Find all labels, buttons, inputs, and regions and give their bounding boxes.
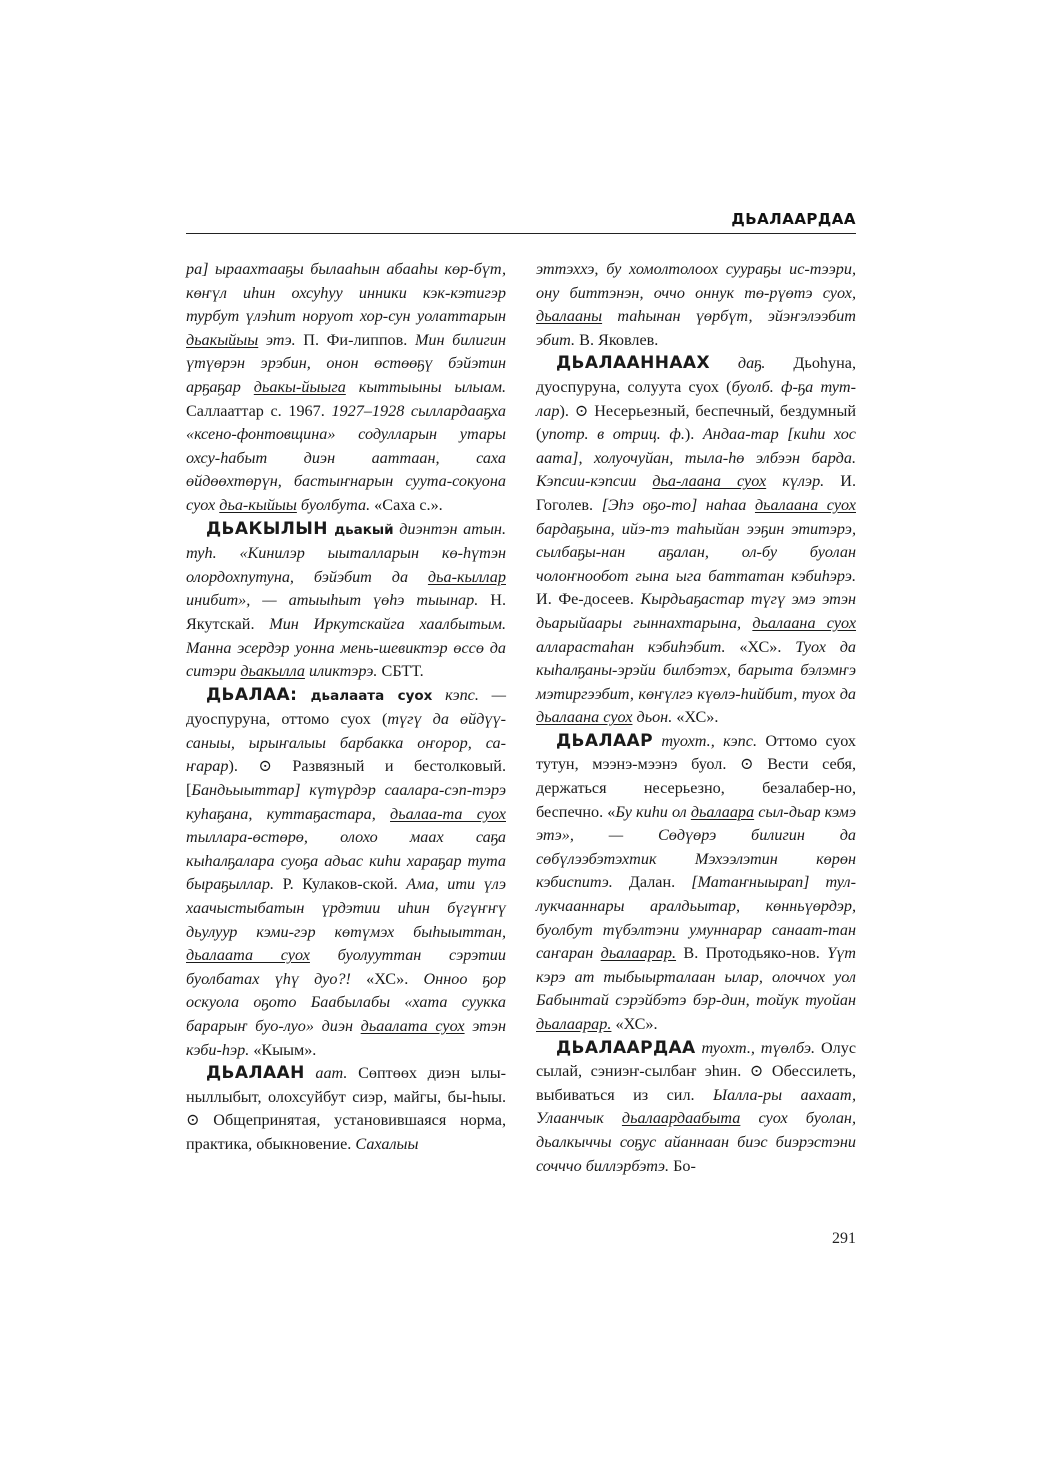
- example-word: дьакы-йыыга: [253, 377, 346, 396]
- translation: ). ⊙ Несерьезный, беспечный, бездумный (: [536, 401, 856, 444]
- text: Ыалла-ры аахаат, Улаанчык: [536, 1085, 856, 1128]
- text: ).: [684, 425, 703, 444]
- text: буолб. ф-ҕа тут-лар: [536, 377, 856, 420]
- text: эттэххэ, бу хомолтолоох суураҕы ис-тээри, ону биттэнэн, оччо оннук тө-рүөтэ суох,: [536, 260, 856, 302]
- text: Бу киһи ол: [615, 802, 691, 821]
- example-word: дьакылла: [240, 662, 305, 681]
- example-word: дьа-лаана суох: [652, 472, 767, 491]
- definition: Дьоһуна, дуоспуруна, солуута суох (: [536, 354, 856, 396]
- entry-dyalaan: [186, 1062, 506, 1156]
- source: Саллааттар с. 1967.: [186, 401, 332, 420]
- source: П. Фи-липпов.: [303, 330, 415, 349]
- source: И. Фе-досеев.: [536, 590, 641, 609]
- example-word: дьаалата суох: [360, 1017, 465, 1035]
- grammar-label: даҕ.: [709, 354, 794, 373]
- source: В. Яковлев.: [579, 330, 659, 349]
- definition: Олус сылай, сэниэҥ-сылбаҥ эһин. ⊙ Обессилеть, выбиваться из сил.: [536, 1038, 856, 1104]
- text: Бо-: [673, 1156, 696, 1175]
- example-word: дьалаарар.: [536, 1015, 612, 1033]
- phrase: дьалаата суох: [297, 687, 433, 704]
- header-rule: [186, 233, 856, 234]
- text: Бандьыыттар] күтүрдэр саалара-сэп-тэрэ куһаҕана, куттаҕастара,: [186, 781, 506, 823]
- definition: дуоспуруна, оттомо суох (: [186, 710, 388, 729]
- left-column: [186, 258, 506, 1157]
- grammar-label: туохт., түөлбэ.: [695, 1038, 821, 1057]
- text: таһынан үөрбүт, эйэҥэлээбит эбит.: [536, 307, 856, 349]
- text: ра] ыраахтааҕы былааһын абааһы көр-бүт, көҥүл иһин охсуһуу инники кэк-кэтигэр турбут үлэһит норуот хор-сун уолаттарын: [186, 260, 506, 326]
- running-head: ДЬАЛААРДАА: [731, 210, 856, 228]
- source: В. Протодьяко-нов.: [676, 944, 828, 963]
- source: Н. Якутскай.: [186, 591, 506, 633]
- text: Үүт кэрэ ат тыбыырталаан ылар, олоччох уол Бабынтай сэрэйбэтэ бэр-дин, тойук туойан: [536, 944, 856, 1010]
- headword: ДЬАЛАА:: [206, 684, 298, 705]
- text: буолууттан сэрэтии буолбатах үһү дуо?!: [186, 946, 506, 988]
- headword: ДЬАЛААР: [556, 730, 653, 751]
- text: түгү да өйдүү-саныы, ырыҥалыы барбакка оҥорор, са-ҥарар: [186, 710, 506, 776]
- example-word: дьалаана суох: [536, 708, 633, 727]
- page-number: 291: [832, 1230, 856, 1247]
- text: бардаҕына, ийэ-тэ таһыйан ээҕин этитэрэ, сылбаҕы-нан аҕалан, ол-бу буолан чолоҥнообот гына ыга баттатан кэбиһэрэ.: [536, 519, 856, 585]
- source: И. Гоголев.: [536, 472, 856, 514]
- example-word: дьалаата суох: [186, 946, 310, 965]
- example-word: дьакыйыы: [186, 330, 259, 349]
- text: этэ.: [258, 330, 304, 349]
- text: сыл-дьар кэмэ этэ», — Сөдүөрэ билигин да сөбүлээбэтэхтик Мэхээлэтин көрөн кэбиспитэ.: [536, 802, 857, 892]
- example-word: дьалаардаабыта: [621, 1109, 741, 1128]
- example-word: дьалаара: [690, 802, 755, 821]
- text: күлэр.: [766, 472, 841, 491]
- text: иликтэрэ.: [304, 662, 382, 681]
- right-column: [536, 258, 856, 1178]
- text: Мин билигин үтүөрэн эрэбин, онон өстөөҕү бэйэтин арҕаҕар: [186, 330, 506, 396]
- entry-dyalaar: [536, 730, 856, 1037]
- headword: ДЬАЛААРДАА: [556, 1037, 696, 1058]
- text: Онноо ҕор оскуола оҕото Баабылабы «хата суукка барарыҥ буо-луо» диэн: [186, 969, 507, 1035]
- example-word: дьалаана суох: [752, 613, 857, 632]
- text: [Эһэ оҕо-то] наһаа: [601, 495, 755, 514]
- headword: ДЬАЛААННААХ: [556, 353, 710, 374]
- text: диэнтэн атын. туһ. «Кинилэр ыыталларын кө-һүтэн олордохпутуна, бэйэбит да: [186, 519, 506, 586]
- source: Р. Кулаков-ской.: [282, 875, 407, 894]
- entry-continuation: [536, 258, 856, 352]
- text: алларастаһан кэбиһэбит.: [536, 637, 740, 656]
- text: дьон.: [632, 708, 677, 727]
- text: 1927–1928 сыллардааҕха «ксено-фонтовщина» содулларын утары охсу-һабыт диэн ааттаан, саха өйдөөхтөрүн, бастыҥнарын суута-сокуона суох: [186, 401, 506, 514]
- grammar-label: туохт., кэпс.: [652, 731, 766, 750]
- text: Ама, ити үлэ хаачыстыбатын үрдэтии иһин бүгүҥҥү дьулуур кэми-гэр көтүмэх быһыыттан,: [186, 875, 506, 941]
- text: буолбута.: [296, 495, 375, 514]
- source: Далан.: [628, 873, 692, 892]
- example-word: дьалаа-та суох: [390, 804, 506, 823]
- entry-continuation: [186, 258, 506, 518]
- headword: ДЬАКЫЛЫН: [206, 518, 328, 539]
- text: [Матаҥныырап] тул-лукчааннары аралдьытар, көнньүөрдэр, буолбут түбэлтэни умуннарар санаат-тан саҥаран: [536, 873, 857, 963]
- text: употр. в отриц. ф.: [541, 425, 685, 444]
- source: «ХС».: [739, 637, 796, 656]
- grammar-label: аат.: [304, 1064, 359, 1083]
- entry-dyakylyn: [186, 518, 506, 684]
- entry-dyalaannaakh: [536, 352, 856, 730]
- text: тыллара-өстөрө, олохо маах саҕа кыһалҕалара суоҕа адьас киһи хараҕар тута быраҕыллар.: [186, 828, 506, 894]
- translation: ). ⊙ Развязный и бестолковый. [: [186, 757, 506, 800]
- entry-dyalaardaa: [536, 1037, 856, 1179]
- entry-dyalaa: [186, 684, 506, 1063]
- source: «ХС».: [366, 969, 424, 988]
- text: кэпс. —: [445, 685, 507, 704]
- source: «ХС».: [611, 1015, 658, 1033]
- definition: Оттомо суох тутун, мээнэ-мээнэ буол. ⊙ Вести себя, держаться несерьезно, безалабер-но, беспечно. «: [536, 731, 856, 821]
- text: Кырдьаҕастар түгү эмэ этэн дьарыйаары гыннахтарына,: [536, 590, 856, 632]
- example-word: дьалааны: [536, 307, 603, 326]
- text: Мин Иркутскайга хаалбытым. Манна эсердэр уонна мень-шевиктэр өссө да ситэри: [186, 614, 506, 681]
- example-word: дьа-кыллар: [427, 567, 506, 586]
- text: кыттыыны ылыам.: [345, 377, 506, 396]
- source: «ХС».: [676, 708, 719, 727]
- headword: ДЬАЛААН: [206, 1063, 305, 1084]
- source: «Саха с.».: [374, 495, 443, 514]
- text: Туох да кыһалҕаны-эрэйи билбэтэх, барыта бэлэмҥэ мэтиргээбит, көҥүлгэ күөлэ-һийбит, туох да: [536, 637, 856, 703]
- text: инибит», — атыыһыт үөһэ тыынар.: [186, 591, 491, 610]
- text: Сахалыы: [355, 1134, 419, 1153]
- derivation-root: дьакый: [327, 521, 394, 538]
- source: «Кыым».: [253, 1040, 317, 1059]
- definition: Сөптөөх диэн ылы-ныллыбыт, олохсуйбут сиэр, майгы, бы-һыы. ⊙ Общепринятая, установившаяся норма, практика, обыкновение.: [186, 1064, 507, 1153]
- source: СБТТ.: [381, 662, 424, 681]
- example-word: дьалаарар.: [600, 944, 677, 963]
- example-word: дьа-кыйыы: [219, 495, 297, 514]
- text: Андаа-тар [киһи хос аата], холуочуйан, тыла-һө элбээн барда. Кэпсии-кэпсии: [536, 425, 856, 491]
- text: этэн кэби-һэр.: [186, 1017, 506, 1059]
- example-word: дьалаана суох: [754, 495, 856, 514]
- text: суох буолан, дьалкыччы соҕус айаннаан биэс биэрэстэни сочччо биллэрбэтэ.: [536, 1109, 856, 1175]
